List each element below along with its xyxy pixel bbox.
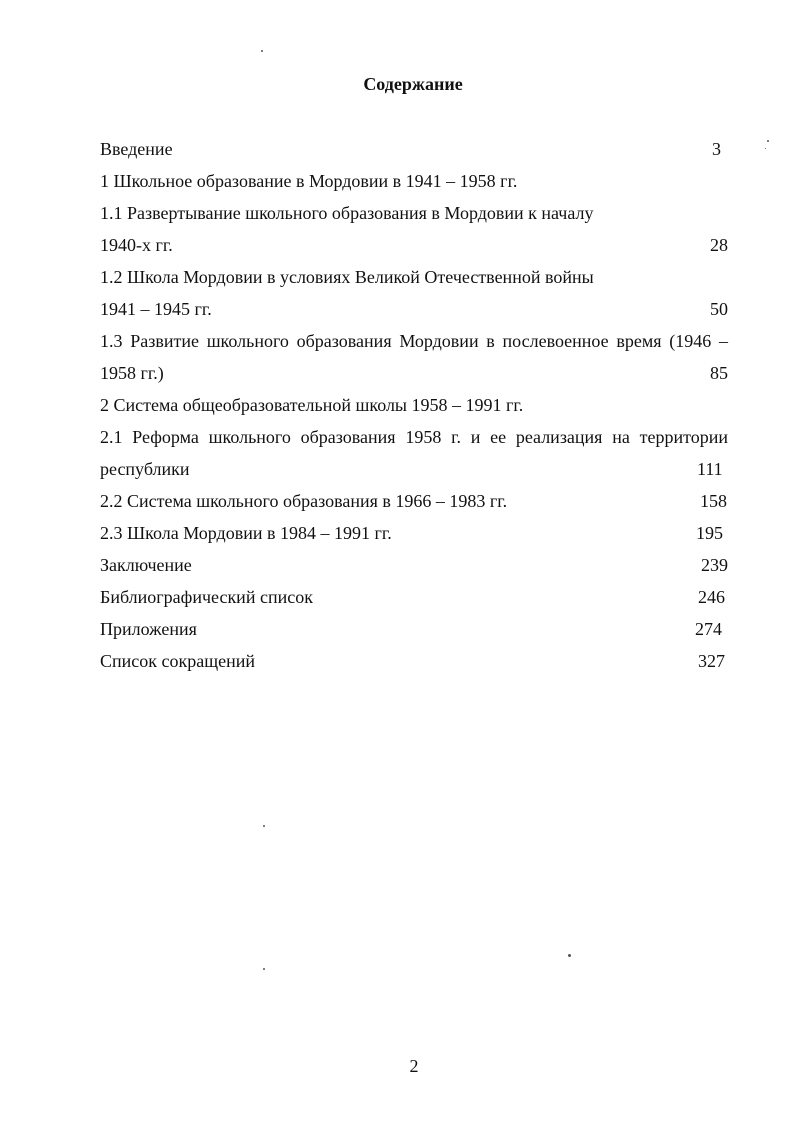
scan-speck bbox=[568, 954, 571, 957]
toc-entry-section-1-1-cont bbox=[100, 232, 728, 264]
toc-entry-label: республики bbox=[100, 459, 190, 479]
toc-entry-section-2-1 bbox=[100, 424, 728, 456]
scan-speck bbox=[765, 148, 766, 149]
toc-entry-label: 1 Школьное образование в Мордовии в 1941 – 1958 гг. bbox=[100, 171, 518, 191]
toc-entry-page: 246 bbox=[698, 587, 725, 607]
toc-entry-page: 239 bbox=[701, 555, 728, 575]
toc-entry-chapter-1 bbox=[100, 168, 728, 200]
toc-entry-section-2-3 bbox=[100, 520, 728, 552]
toc-entry-page: 50 bbox=[710, 299, 728, 319]
toc-entry-label: Библиографический список bbox=[100, 587, 313, 607]
toc-entry-page: 274 bbox=[695, 619, 722, 639]
toc-entry-bibliography bbox=[100, 584, 728, 616]
toc-entry-label: 1.1 Развертывание школьного образования в Мордовии к началу bbox=[100, 203, 594, 223]
toc-entry-abbreviations bbox=[100, 648, 728, 680]
page-title: Содержание bbox=[363, 74, 463, 94]
toc-entry-page: 158 bbox=[700, 491, 727, 511]
toc-entry-label: 1.2 Школа Мордовии в условиях Великой Отечественной войны bbox=[100, 267, 594, 287]
toc-entry-conclusion bbox=[100, 552, 728, 584]
toc-entry-page: 3 bbox=[712, 139, 721, 159]
toc-entry-label: 2.2 Система школьного образования в 1966 – 1983 гг. bbox=[100, 491, 508, 511]
toc-entry-section-1-2 bbox=[100, 264, 728, 296]
toc-entry-label: 1940-х гг. bbox=[100, 235, 173, 255]
toc-entry-page: 28 bbox=[710, 235, 728, 255]
toc-entry-section-1-2-cont bbox=[100, 296, 728, 328]
toc-entry-label: 1941 – 1945 гг. bbox=[100, 299, 212, 319]
toc-entry-label: Заключение bbox=[100, 555, 192, 575]
toc-entry-chapter-2 bbox=[100, 392, 728, 424]
scan-speck bbox=[767, 140, 769, 142]
page-number: 2 bbox=[409, 1056, 419, 1076]
toc-entry-label: Приложения bbox=[100, 619, 197, 639]
toc-entry-label: 2 Система общеобразовательной школы 1958 – 1991 гг. bbox=[100, 395, 524, 415]
toc-entry-label: 1958 гг.) bbox=[100, 363, 164, 383]
scan-speck bbox=[263, 825, 265, 827]
toc-entry-appendices bbox=[100, 616, 728, 648]
toc-entry-label: 2.1 Реформа школьного образования 1958 г. и ее реализация на территории bbox=[100, 427, 728, 447]
toc-entry-introduction bbox=[100, 136, 728, 168]
toc-entry-page: 195 bbox=[696, 523, 723, 543]
toc-entry-page: 85 bbox=[710, 363, 728, 383]
scan-speck bbox=[261, 50, 263, 52]
toc-entry-label: Введение bbox=[100, 139, 173, 159]
scan-speck bbox=[263, 968, 265, 970]
toc-entry-section-1-3 bbox=[100, 328, 728, 360]
toc-entry-page: 327 bbox=[698, 651, 725, 671]
toc-entry-label: Список сокращений bbox=[100, 651, 255, 671]
toc-entry-section-1-1 bbox=[100, 200, 728, 232]
toc-entry-page: 111 bbox=[697, 459, 723, 479]
toc-entry-section-1-3-cont bbox=[100, 360, 728, 392]
toc-entry-section-2-2 bbox=[100, 488, 728, 520]
toc-entry-label: 1.3 Развитие школьного образования Мордовии в послевоенное время (1946 – bbox=[100, 331, 728, 351]
table-of-contents bbox=[100, 136, 728, 680]
toc-entry-section-2-1-cont bbox=[100, 456, 728, 488]
toc-entry-label: 2.3 Школа Мордовии в 1984 – 1991 гг. bbox=[100, 523, 392, 543]
